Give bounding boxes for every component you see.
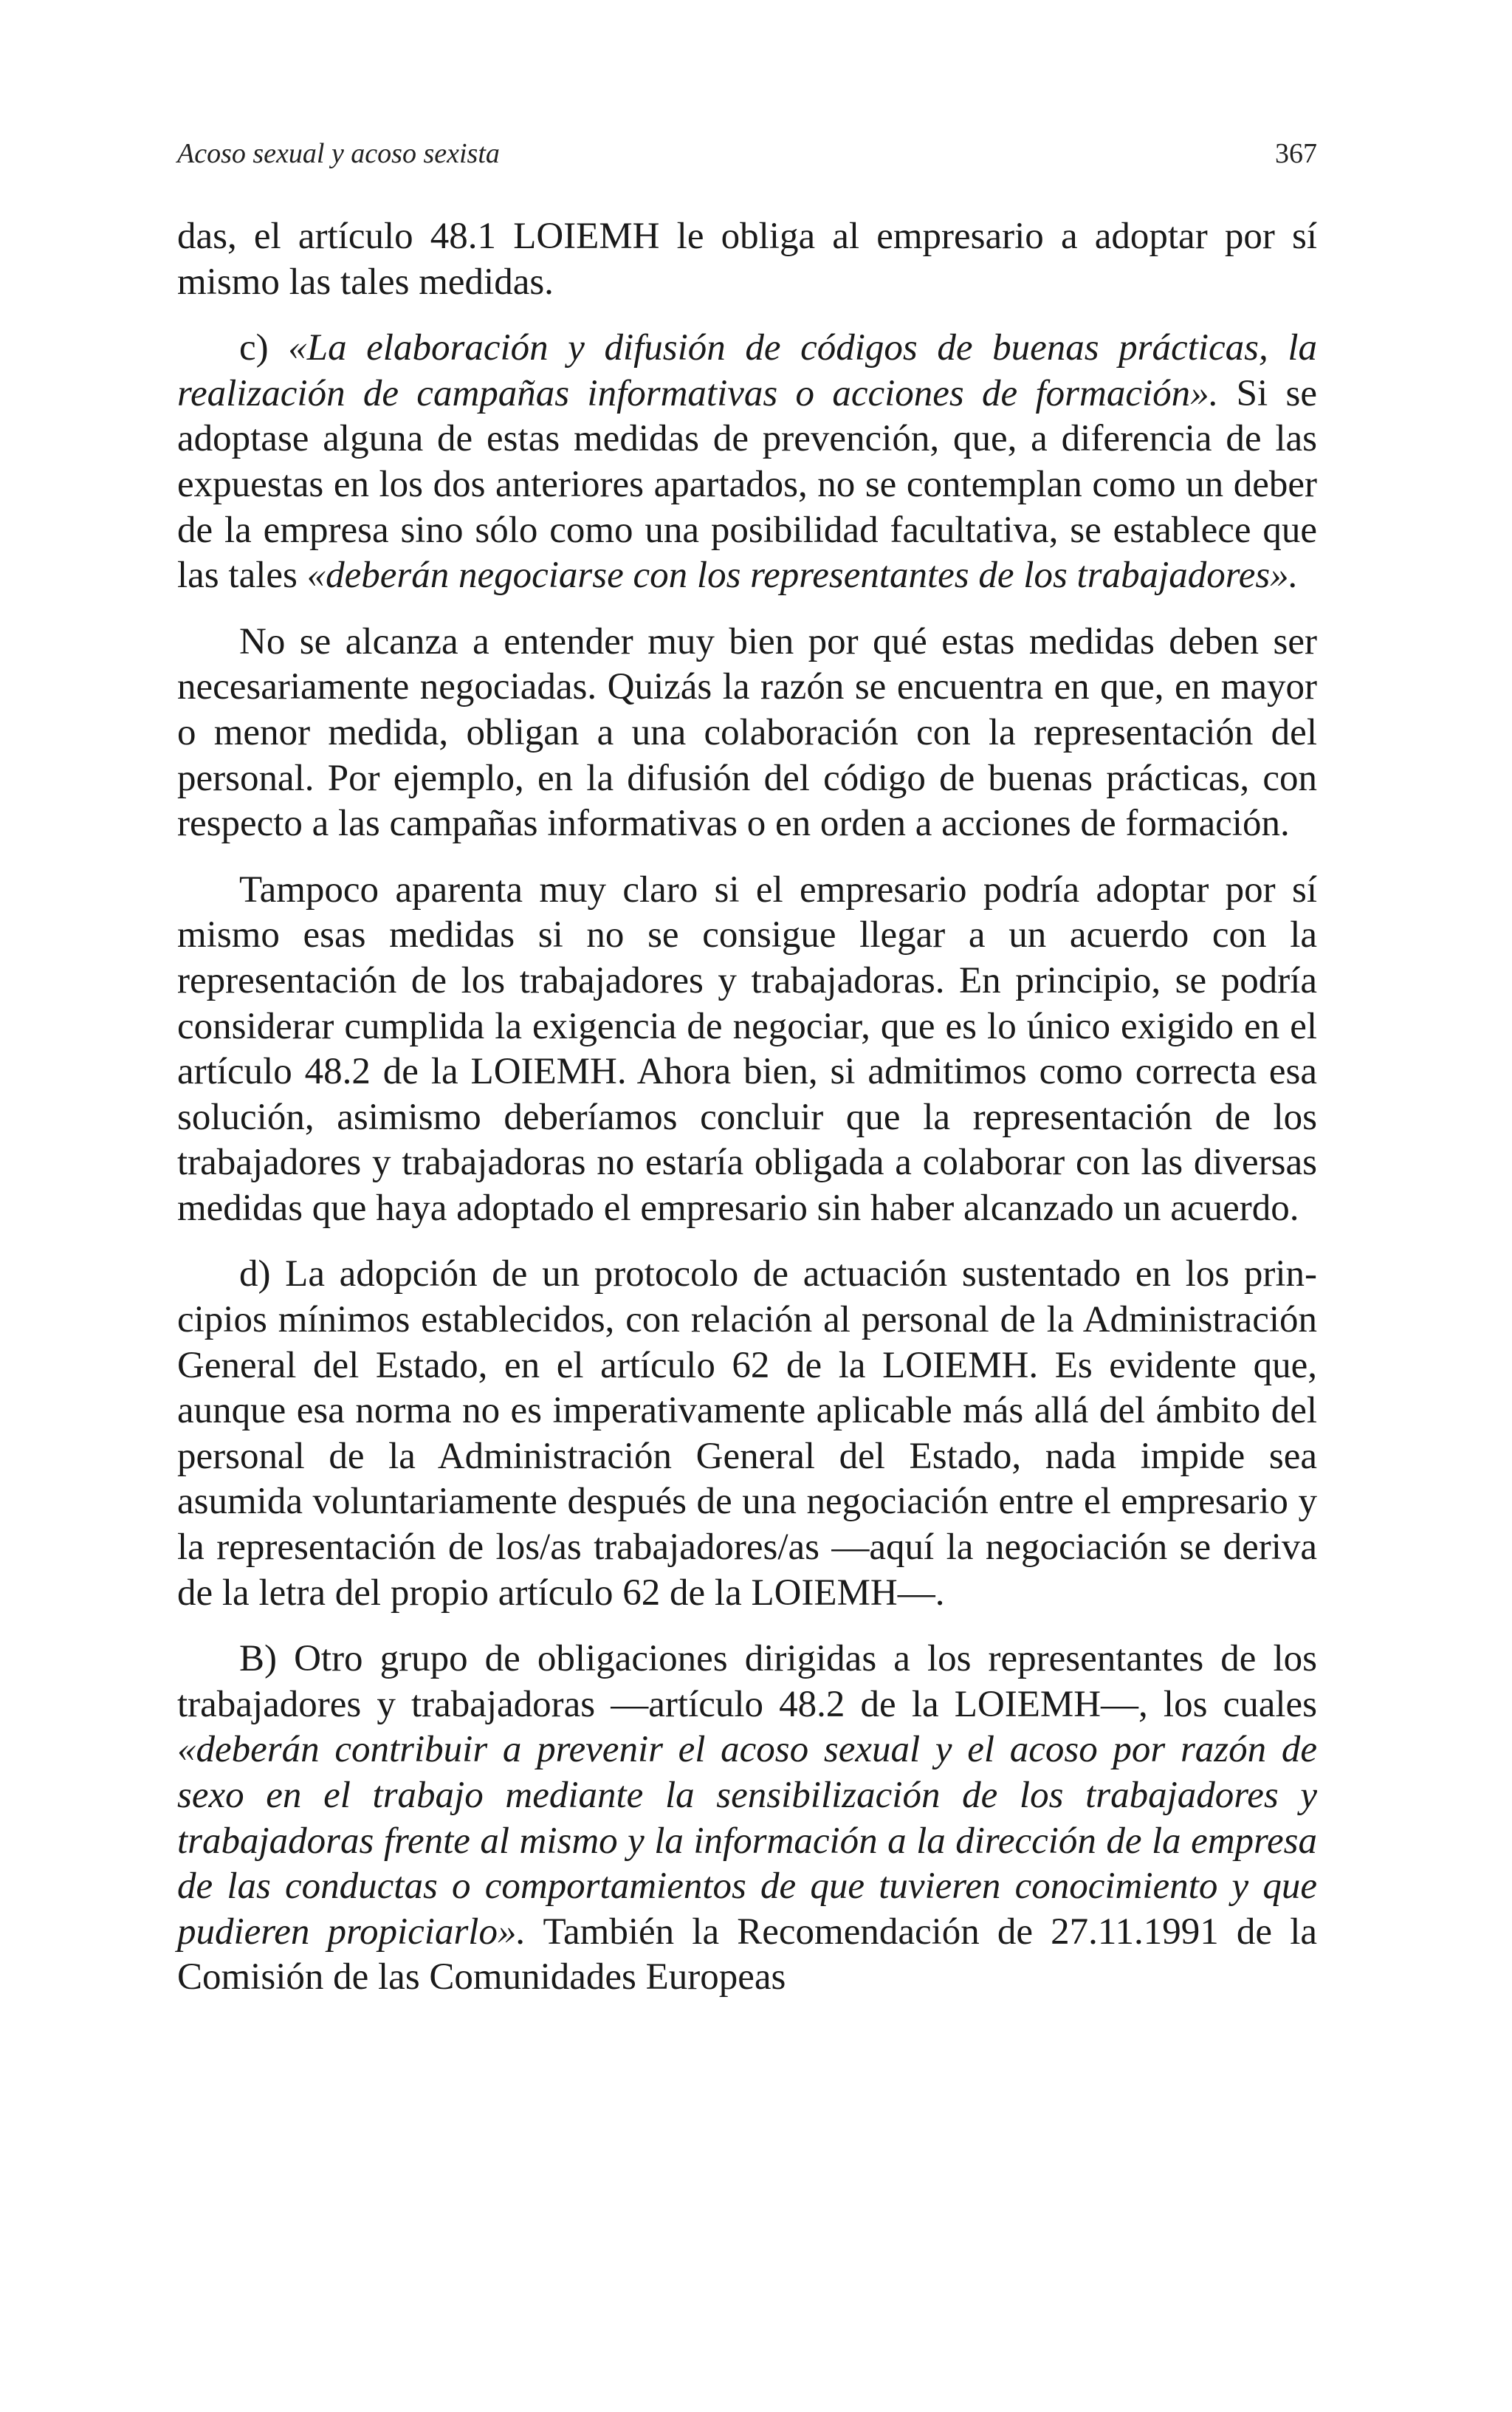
page-number: 367 xyxy=(1275,138,1317,169)
paragraph xyxy=(177,868,1317,1232)
quoted-law-text: «deberán contribuir a prevenir el acoso sexual y el acoso por razón de sexo en el trabajo mediante la sensibilización de los trabajadores y trabajadoras frente al mismo y la información a la dirección de la empresa de las conductas o comportamientos de que tuvieren conocimiento y que pudieren propiciarlo». xyxy=(177,1729,1317,1953)
quoted-law-text: «deberán negociarse con los representantes de los trabajadores». xyxy=(306,555,1299,597)
paragraph-text: B) Otro grupo de obligaciones dirigidas a los representantes de los trabajadores y trabajadoras —artículo 48.2 de la LOIEMH—, los cuales xyxy=(177,1638,1317,1725)
running-head: Acoso sexual y acoso sexista xyxy=(177,138,500,169)
paragraph-text: c) xyxy=(239,327,289,369)
paragraph-text: También la Recomendación de 27.11.1991 de la Comisión de las Comunidades Europeas xyxy=(177,1911,1318,1998)
paragraph xyxy=(177,620,1317,847)
paragraph-continuation xyxy=(177,214,1317,305)
quoted-law-text: «La elaboración y difusión de códigos de buenas prácticas, la realización de campañas informativas o acciones de formación». xyxy=(177,327,1317,414)
paragraph-text: Tampoco aparenta muy claro si el empresario podría adoptar por sí mismo esas medidas si no se consigue llegar a un acuerdo con la representación de los trabajadores y trabajadoras. En principio, se podría considerar cumplida la exigencia de negociar, que es lo único exigido en el artículo 48.2 de la LOIEMH. Ahora bien, si admitimos como correcta esa solución, asimismo deberíamos concluir que la representación de los trabajadores y trabajadoras no estaría obligada a colaborar con las diversas medidas que haya adoptado el empresario sin haber alcanzado un acuerdo. xyxy=(177,868,1317,1229)
paragraph-text: No se alcanza a entender muy bien por qué estas medidas deben ser necesariamente negociadas. Quizás la razón se encuentra en que, en mayor o menor medida, obligan a una colaboración con la representación del personal. Por ejemplo, en la difusión del código de buenas prácticas, con respecto a las campañas informativas o en orden a acciones de formación. xyxy=(177,620,1317,845)
paragraph-text: d) La adopción de un protocolo de actuación sustentado en los principios mínimos establecidos, con relación al personal de la Administración General del Estado, en el artículo 62 de la LOIEMH. Es evidente que, aunque esa norma no es imperativamente aplicable más allá del ámbito del personal de la Administración General del Estado, nada impide sea asumida voluntariamente después de una negociación entre el empresario y la representación de los/as trabajadores/as —aquí la negociación se deriva de la letra del propio artículo 62 de la LOIEMH—. xyxy=(177,1253,1317,1614)
paragraph-text: Si se adoptase alguna de estas medidas de prevención, que, a diferencia de las expuestas en los dos anteriores apartados, no se contemplan como un deber de la empresa sino sólo como una posibilidad facultativa, se establece que las tales xyxy=(177,372,1317,597)
paragraph-item-d xyxy=(177,1252,1317,1616)
body-text xyxy=(177,214,1317,2021)
paragraph-item-b xyxy=(177,1637,1317,2001)
paragraph-text: das, el artículo 48.1 LOIEMH le obliga al empresario a adoptar por sí mismo las tales medidas. xyxy=(177,216,1317,303)
paragraph-item-c xyxy=(177,326,1317,599)
